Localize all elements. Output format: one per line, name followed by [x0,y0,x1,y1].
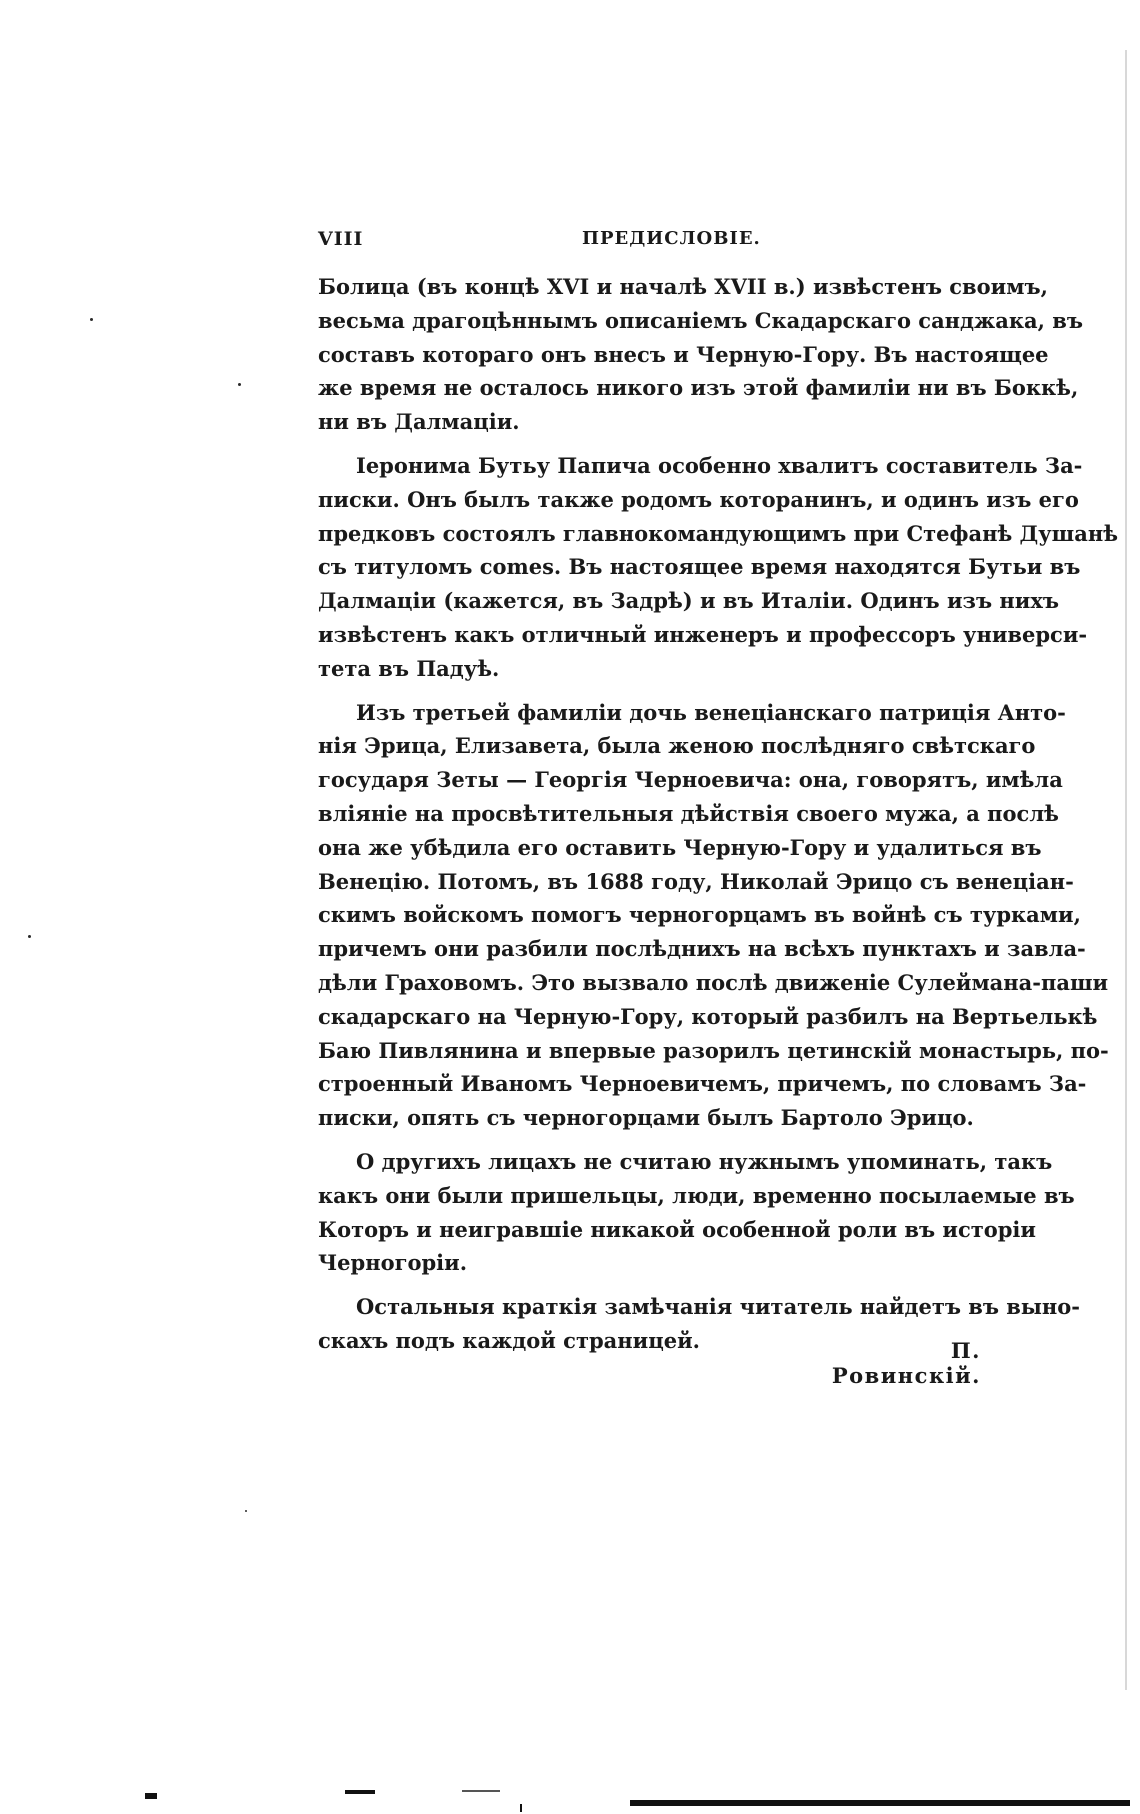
text-line: строенный Иваномъ Черноевичемъ, причемъ, по словамъ За- [318,1071,1087,1097]
text-line: какъ они были пришельцы, люди, временно посылаемые въ [318,1182,1075,1208]
scan-speck [245,1510,247,1512]
text-line: извѣстенъ какъ отличный инженеръ и профессоръ универси- [318,621,1088,647]
scan-mark [630,1800,1130,1806]
text-line: государя Зеты — Георгія Черноевича: она, говорятъ, имѣла [318,767,1063,793]
running-title: ПРЕДИСЛОВІЕ. [582,228,761,249]
text-line: тета въ Падуѣ. [318,655,500,681]
text-line: же время не осталось никого изъ этой фамиліи ни въ Боккѣ, [318,375,1079,401]
text-line: причемъ они разбили послѣднихъ на всѣхъ пунктахъ и завла- [318,936,1086,962]
text-line: скадарскаго на Черную-Гору, который разбилъ на Вертьелькѣ [318,1003,1098,1029]
text-line: скимъ войскомъ помогъ черногорцамъ въ войнѣ съ турками, [318,902,1081,928]
text-line: ни въ Далмаціи. [318,409,520,435]
scan-mark [520,1804,522,1812]
scan-mark [345,1790,375,1794]
text-line: О другихъ лицахъ не считаю нужнымъ упоминать, такъ [356,1148,1053,1174]
text-line: нія Эрица, Елизавета, была женою послѣдняго свѣтскаго [318,733,1036,759]
paragraph [318,1145,1075,1280]
paragraph [318,270,1083,439]
text-line: Которъ и неигравшіе никакой особенной роли въ исторіи [318,1216,1036,1242]
page-number: VIII [318,228,364,250]
text-line: Болица (въ концѣ XVI и началѣ XVII в.) извѣстенъ своимъ, [318,274,1048,299]
text-line: Далмаціи (кажется, въ Задрѣ) и въ Италіи. Одинъ изъ нихъ [318,588,1059,614]
text-line: вліяніе на просвѣтительныя дѣйствія своего мужа, а послѣ [318,800,1059,826]
scan-mark [462,1790,500,1792]
text-line: скахъ подъ каждой страницей. [318,1327,700,1353]
text-line: Остальныя краткія замѣчанія читатель найдетъ въ выно- [356,1294,1081,1320]
page-header [318,222,981,262]
text-line: дѣли Граховомъ. Это вызвало послѣ движеніе Сулеймана-паши [318,969,1109,995]
scan-speck [28,935,31,938]
text-line: писки, опять съ черногорцами былъ Бартоло Эрицо. [318,1105,974,1131]
text-line: она же убѣдила его оставить Черную-Гору и удалиться въ [318,834,1042,860]
body-text [318,270,1118,1358]
page-edge-shadow [1125,50,1127,1690]
text-line: предковъ состоялъ главнокомандующимъ при Стефанѣ Душанѣ [318,520,1118,546]
text-line: весьма драгоцѣннымъ описаніемъ Скадарскаго санджака, въ [318,307,1083,333]
text-line: Баю Пивлянина и впервые разорилъ цетинскій монастырь, по- [318,1037,1109,1063]
scan-mark [145,1793,157,1799]
text-line: Изъ третьей фамиліи дочь венеціанскаго патриція Анто- [356,699,1066,725]
text-line: Іеронима Бутьу Папича особенно хвалитъ составитель За- [356,452,1083,478]
text-line: писки. Онъ былъ также родомъ которанинъ, и одинъ изъ его [318,486,1079,512]
scan-speck [90,318,93,321]
text-line: Венецію. Потомъ, въ 1688 году, Николай Эрицо съ венеціан- [318,868,1074,894]
scan-speck [238,383,241,386]
text-line: Черногоріи. [318,1250,468,1276]
paragraph [318,696,1109,1135]
author-signature: П. Ровинскій. [831,1338,981,1388]
text-line: составъ котораго онъ внесъ и Черную-Гору. Въ настоящее [318,341,1049,367]
text-line: съ титуломъ comes. Въ настоящее время находятся Бутьи въ [318,554,1081,580]
paragraph [318,449,1118,686]
